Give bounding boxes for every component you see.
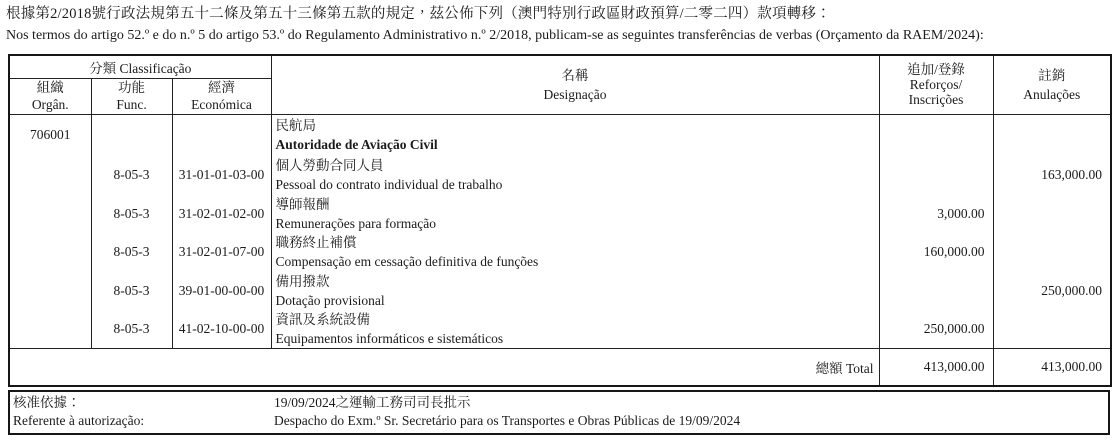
total-anulacoes: 413,000.00 [993, 349, 1111, 386]
anulacoes-amount: 163,000.00 [993, 156, 1111, 195]
intro-line-zh: 根據第2/2018號行政法規第五十二條及第五十三條第五款的規定，茲公佈下列（澳門特別行政區財政預算/二零二四）款項轉移： [6, 6, 831, 22]
designation-pt: Remunerações para formação [275, 215, 436, 231]
econ-code: 41-02-10-00-00 [172, 310, 271, 349]
func-code: 8-05-3 [91, 310, 172, 349]
designation-zh: 資訊及系統設備 [275, 312, 371, 328]
total-row [9, 349, 1111, 386]
header-organization-zh: 組織 [36, 80, 64, 95]
org-code-cell [9, 156, 91, 195]
entry-row [9, 233, 1111, 272]
header-economic-zh: 經濟 [208, 80, 236, 95]
designation-pt: Equipamentos informáticos e sistemáticos [275, 331, 504, 347]
header-function [91, 78, 172, 114]
header-designation-pt: Designação [543, 86, 607, 102]
header-cancellations-pt: Anulações [1023, 86, 1081, 102]
designation-pt: Dotação provisional [275, 293, 385, 309]
designation-pt: Pessoal do contrato individual de trabalho [275, 177, 503, 193]
entry-row [9, 156, 1111, 195]
designation-zh: 備用撥款 [275, 274, 330, 290]
org-code-cell [9, 233, 91, 272]
reforcos-amount [879, 156, 993, 195]
org-code-cell [9, 310, 91, 349]
authorization-row-pt [13, 412, 1108, 430]
authorization-label-zh: 核准依據： [13, 394, 81, 410]
empty-reforcos-cell [879, 114, 993, 156]
table-header-classification-row [9, 55, 1111, 78]
org-code-cell [9, 272, 91, 311]
empty-anulacoes-cell [993, 114, 1111, 156]
header-reinforcements-pt1: Reforços/ [909, 77, 963, 93]
func-code: 8-05-3 [91, 233, 172, 272]
designation-zh: 個人勞動合同人員 [275, 158, 384, 174]
econ-code: 31-02-01-02-00 [172, 195, 271, 234]
econ-code: 39-01-00-00-00 [172, 272, 271, 311]
organization-row [9, 114, 1111, 156]
designation-cell [271, 195, 879, 234]
anulacoes-amount [993, 195, 1111, 234]
authorization-label-pt: Referente à autorização: [13, 412, 145, 428]
intro-line-pt: Nos termos do artigo 52.º e do n.º 5 do artigo 53.º do Regulamento Administrativo n.º 2/2018, publicam-se as seguintes transferências de verbas (Orçamento da RAEM/2024): [6, 28, 984, 43]
header-designation [271, 55, 879, 114]
authorization-value-pt: Despacho do Exm.º Sr. Secretário para os Transportes e Obras Públicas de 19/09/2024 [274, 412, 741, 428]
organization-name-pt: Autoridade de Aviação Civil [275, 137, 438, 153]
entry-row [9, 195, 1111, 234]
designation-cell [271, 272, 879, 311]
anulacoes-amount: 250,000.00 [993, 272, 1111, 311]
entry-row [9, 310, 1111, 349]
authorization-row-zh [13, 394, 1108, 412]
empty-func-cell [91, 114, 172, 156]
reforcos-amount: 3,000.00 [879, 195, 993, 234]
econ-code: 31-02-01-07-00 [172, 233, 271, 272]
organization-name-zh: 民航局 [275, 118, 317, 134]
authorization-value-zh: 19/09/2024之運輸工務司司長批示 [274, 394, 471, 410]
func-code: 8-05-3 [91, 195, 172, 234]
func-code: 8-05-3 [91, 272, 172, 311]
header-organization-pt: Orgân. [31, 97, 69, 112]
header-reinforcements [879, 55, 993, 114]
designation-cell [271, 156, 879, 195]
header-function-zh: 功能 [118, 80, 145, 95]
entry-row [9, 272, 1111, 311]
anulacoes-amount [993, 310, 1111, 349]
header-classification: 分類 Classificação [9, 55, 271, 78]
budget-transfer-table [8, 54, 1112, 387]
organization-code: 706001 [9, 114, 91, 156]
designation-cell [271, 233, 879, 272]
func-code: 8-05-3 [91, 156, 172, 195]
reforcos-amount: 160,000.00 [879, 233, 993, 272]
designation-cell [271, 310, 879, 349]
authorization-box [8, 390, 1110, 435]
header-cancellations [993, 55, 1111, 114]
empty-econ-cell [172, 114, 271, 156]
reforcos-amount [879, 272, 993, 311]
total-label: 總額 Total [9, 349, 879, 386]
designation-zh: 導師報酬 [275, 196, 330, 212]
header-organization [9, 78, 91, 114]
header-reinforcements-zh: 追加/登錄 [907, 62, 965, 78]
header-economic-pt: Económica [191, 97, 252, 112]
anulacoes-amount [993, 233, 1111, 272]
header-designation-zh: 名稱 [561, 67, 589, 83]
org-code-cell [9, 195, 91, 234]
header-economic [172, 78, 271, 114]
total-reforcos: 413,000.00 [879, 349, 993, 386]
designation-zh: 職務終止補償 [275, 235, 357, 251]
econ-code: 31-01-01-03-00 [172, 156, 271, 195]
designation-pt: Compensação em cessação definitiva de funções [275, 254, 539, 270]
header-cancellations-zh: 註銷 [1038, 67, 1066, 83]
header-function-pt: Func. [116, 97, 147, 112]
reforcos-amount: 250,000.00 [879, 310, 993, 349]
header-reinforcements-pt2: Inscrições [908, 92, 964, 108]
organization-name-cell [271, 114, 879, 156]
